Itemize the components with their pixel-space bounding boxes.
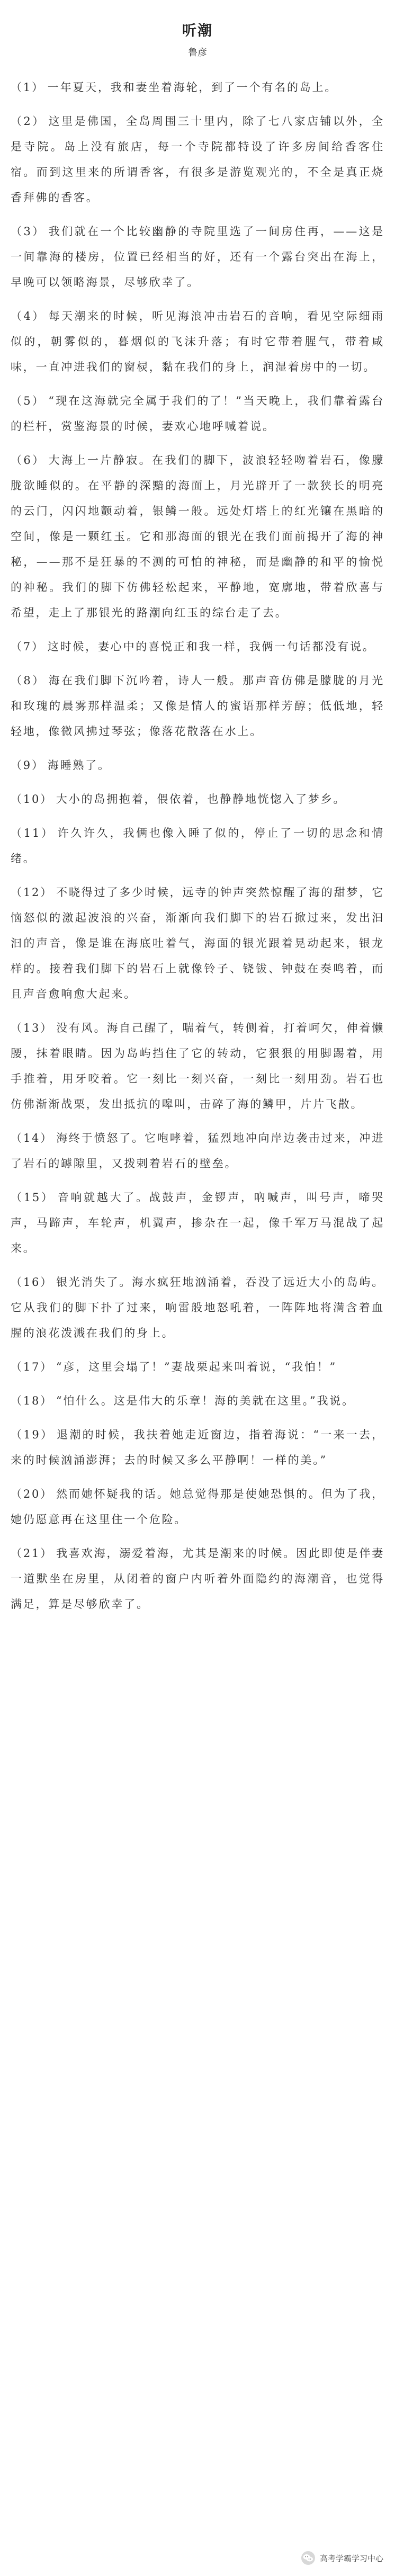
article-body: [11, 75, 384, 1617]
paragraph: [11, 753, 384, 778]
paragraph: [11, 1269, 384, 1346]
paragraph-number: （5）: [11, 395, 46, 407]
paragraph: [11, 1422, 384, 1473]
paragraph: [11, 880, 384, 1007]
paragraph: [11, 1354, 384, 1380]
paragraph: [11, 388, 384, 439]
paragraph-text: 大小的岛拥抱着，偎依着，也静静地恍惚入了梦乡。: [56, 793, 346, 806]
article-author: 鲁彦: [188, 47, 207, 58]
paragraph: [11, 1541, 384, 1617]
paragraph: [11, 219, 384, 295]
paragraph-number: （6）: [11, 454, 46, 467]
paragraph-text: 我喜欢海，溺爱着海，尤其是潮来的时候。因此即使是伴妻一道默坐在房里，从闭着的窗户内听着外面隐约的海潮音，也觉得满足，算是尽够欣幸了。: [11, 1547, 384, 1611]
paragraph: [11, 109, 384, 210]
paragraph: [11, 820, 384, 871]
paragraph-number: （16）: [11, 1276, 53, 1289]
paragraph-text: 这时候，妻心中的喜悦正和我一样，我俩一句话都没有说。: [47, 640, 375, 653]
paragraph-text: 大海上一片静寂。在我们的脚下，波浪轻轻吻着岩石，像朦胧欲睡似的。在平静的深黯的海面上，月光辟开了一款狭长的明亮的云门，闪闪地颤动着，银鳞一般。远处灯塔上的红光镶在黑暗的空间，像是一颗红玉。它和那海面的银光在我们面前揭开了海的神秘，——那不是狂暴的不测的可怕的神秘，而是幽静的和平的愉悦的神秘。我们的脚下仿佛轻松起来，平静地，宽廓地，带着欣喜与希望，走上了那银光的路潮向红玉的综台走了去。: [11, 454, 384, 619]
paragraph-number: （18）: [11, 1394, 53, 1407]
watermark: [298, 2548, 387, 2568]
paragraph-number: （2）: [11, 115, 46, 128]
watermark-text: 高考学霸学习中心: [319, 2553, 383, 2563]
article-title: 听潮: [182, 23, 213, 39]
paragraph-number: （3）: [11, 225, 46, 238]
paragraph-number: （10）: [11, 793, 53, 806]
paragraph-text: 音响就越大了。战鼓声，金锣声，吶喊声，叫号声，啼哭声，马蹄声，车轮声，机翼声，掺杂在一起，像千军万马混战了起来。: [11, 1191, 385, 1255]
paragraph: [11, 75, 384, 100]
paragraph: [11, 448, 384, 625]
paragraph-number: （20）: [11, 1488, 53, 1500]
paragraph-text: “彦，这里会塌了！”妻战栗起来叫着说，“我怕！”: [56, 1361, 337, 1373]
paragraph-text: 退潮的时候，我扶着她走近窗边，指着海说：“一来一去，来的时候汹涌澎湃；去的时候又多么平静啊！一样的美。”: [11, 1428, 385, 1466]
paragraph-text: “怕什么。这是伟大的乐章！海的美就在这里。”我说。: [56, 1394, 355, 1407]
paragraph-number: （4）: [11, 310, 46, 323]
paragraph-number: （7）: [11, 640, 44, 653]
paragraph-number: （12）: [11, 886, 53, 899]
paragraph-number: （15）: [11, 1191, 55, 1204]
paragraph: [11, 786, 384, 812]
paragraph: [11, 1015, 384, 1117]
paragraph-number: （14）: [11, 1132, 53, 1144]
paragraph: [11, 1481, 384, 1532]
paragraph-number: （13）: [11, 1022, 53, 1034]
paragraph: [11, 1185, 384, 1261]
paragraph-text: 每天潮来的时候，听见海浪冲击岩石的音响，看见空际细雨似的，朝雾似的，暮烟似的飞沫升落；有时它带着腥气，带着咸味，一直冲进我们的窗棂，黏在我们的身上，润湿着房中的一切。: [11, 310, 384, 373]
paragraph-text: 许久许久，我俩也像入睡了似的，停止了一切的思念和情绪。: [11, 827, 385, 865]
paragraph: [11, 634, 384, 659]
paragraph-number: （8）: [11, 674, 46, 687]
paragraph-text: 海睡熟了。: [47, 759, 111, 772]
paragraph: [11, 1388, 384, 1414]
paragraph-text: “现在这海就完全属于我们的了！”当天晚上，我们靠着露台的栏杆，赏鉴海景的时候，妻欢心地呼喊着说。: [11, 395, 384, 433]
paragraph: [11, 303, 384, 380]
paragraph: [11, 1125, 384, 1176]
paragraph: [11, 668, 384, 744]
paragraph-number: （9）: [11, 759, 44, 772]
paragraph-number: （19）: [11, 1428, 54, 1441]
paragraph-text: 海在我们脚下沉吟着，诗人一般。那声音仿佛是朦胧的月光和玫瑰的晨雾那样温柔；又像是情人的蜜语那样芳醇；低低地，轻轻地，像微风拂过琴弦；像落花散落在水上。: [11, 674, 384, 738]
paragraph-number: （17）: [11, 1361, 53, 1373]
paragraph-text: 然而她怀疑我的话。她总觉得那是使她恐惧的。但为了我，她仍愿意再在这里住一个危险。: [11, 1488, 384, 1526]
paragraph-number: （11）: [11, 827, 55, 839]
paragraph-text: 一年夏天，我和妻坐着海轮，到了一个有名的岛上。: [47, 81, 338, 94]
paragraph-text: 没有风。海自己醒了，喘着气，转侧着，打着呵欠，伸着懒腰，抹着眼睛。因为岛屿挡住了它的转动，它狠狠的用脚踢着，用手推着，用牙咬着。它一刻比一刻兴奋，一刻比一刻用劲。岩石也仿佛渐渐战栗，发出抵抗的嗥叫，击碎了海的鳞甲，片片飞散。: [11, 1022, 384, 1111]
wechat-icon: [301, 2551, 316, 2565]
paragraph-text: 海终于愤怒了。它咆哮着，猛烈地冲向岸边袭击过来，冲进了岩石的罅隙里，又拨剌着岩石的壁垒。: [11, 1132, 384, 1170]
paragraph-number: （1）: [11, 81, 44, 94]
paragraph-text: 银光消失了。海水疯狂地汹涌着，吞没了远近大小的岛屿。它从我们的脚下扑了过来，响雷般地怒吼着，一阵阵地将满含着血腥的浪花泼溅在我们的身上。: [11, 1276, 384, 1339]
paragraph-text: 我们就在一个比较幽静的寺院里选了一间房住再，——这是一间靠海的楼房，位置已经相当的好，还有一个露台突出在海上，早晚可以领略海景，尽够欣幸了。: [11, 225, 384, 289]
paragraph-text: 这里是佛国，全岛周围三十里内，除了七八家店铺以外，全是寺院。岛上没有旅店，每一个寺院都特设了许多房间给香客住宿。而到这里来的所谓香客，有很多是游览观光的，不全是真正烧香拜佛的香客。: [11, 115, 384, 204]
paragraph-text: 不晓得过了多少时候，远寺的钟声突然惊醒了海的甜梦，它恼怒似的激起波浪的兴奋，渐渐向我们脚下的岩石掀过来，发出汩汩的声音，像是谁在海底吐着气，海面的银光跟着晃动起来，银龙样的。接着我们脚下的岩石上就像铃子、铙钹、钟鼓在奏鸣着，而且声音愈响愈大起来。: [11, 886, 384, 1000]
paragraph-number: （21）: [11, 1547, 53, 1560]
